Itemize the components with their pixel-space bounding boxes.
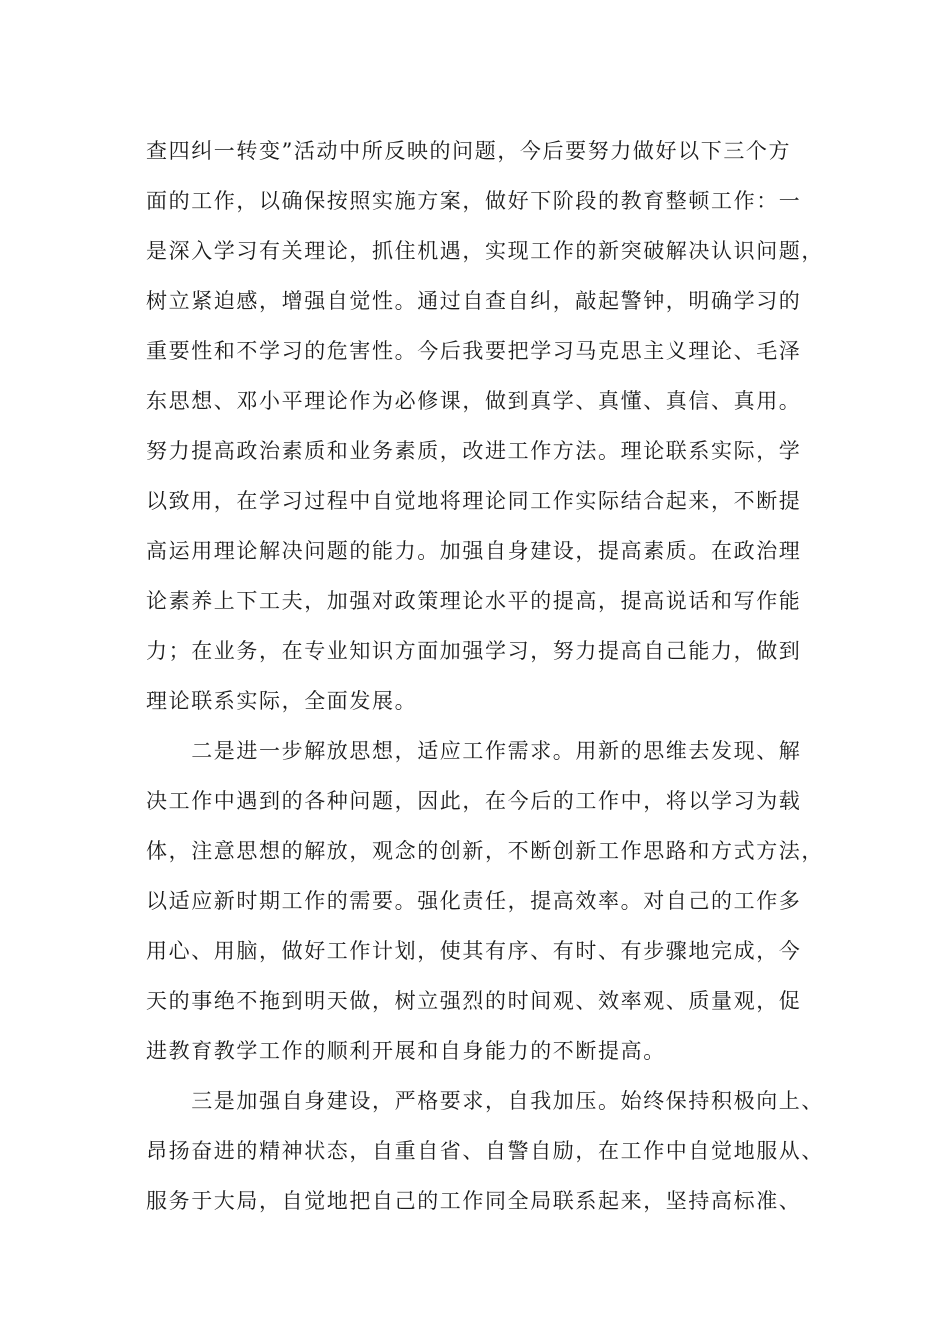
text-line: 面的工作，以确保按照实施方案，做好下阶段的教育整顿工作：一 [146, 189, 802, 213]
paragraph-two [146, 726, 826, 1076]
paragraph-three [146, 1076, 826, 1226]
text-line: 以致用，在学习过程中自觉地将理论同工作实际结合起来，不断提 [146, 489, 802, 513]
text-line: 是深入学习有关理论，抓住机遇，实现工作的新突破解决认识问题， [146, 239, 824, 263]
text-line: 论素养上下工夫，加强对政策理论水平的提高，提高说话和写作能 [146, 589, 802, 613]
text-line: 二是进一步解放思想，适应工作需求。用新的思维去发现、解 [146, 739, 802, 763]
text-line: 昂扬奋进的精神状态，自重自省、自警自励，在工作中自觉地服从、 [146, 1139, 824, 1163]
text-line: 树立紧迫感，增强自觉性。通过自查自纠，敲起警钟，明确学习的 [146, 289, 802, 313]
text-line: 重要性和不学习的危害性。今后我要把学习马克思主义理论、毛泽 [146, 339, 802, 363]
text-line: 用心、用脑，做好工作计划，使其有序、有时、有步骤地完成，今 [146, 939, 802, 963]
text-line: 服务于大局，自觉地把自己的工作同全局联系起来，坚持高标准、 [146, 1189, 802, 1213]
document-body [146, 126, 826, 1226]
text-line: 决工作中遇到的各种问题，因此，在今后的工作中，将以学习为载 [146, 789, 802, 813]
text-line: 以适应新时期工作的需要。强化责任，提高效率。对自己的工作多 [146, 889, 802, 913]
text-line: 理论联系实际，全面发展。 [146, 689, 418, 713]
paragraph-one [146, 126, 826, 726]
text-line: 体，注意思想的解放，观念的创新，不断创新工作思路和方式方法， [146, 839, 824, 863]
text-line: 天的事绝不拖到明天做，树立强烈的时间观、效率观、质量观，促 [146, 989, 802, 1013]
text-line: 东思想、邓小平理论作为必修课，做到真学、真懂、真信、真用。 [146, 389, 802, 413]
text-line: 高运用理论解决问题的能力。加强自身建设，提高素质。在政治理 [146, 539, 802, 563]
text-line: 查四纠一转变”活动中所反映的问题，今后要努力做好以下三个方 [146, 139, 792, 163]
text-line: 努力提高政治素质和业务素质，改进工作方法。理论联系实际，学 [146, 439, 802, 463]
text-line: 力；在业务，在专业知识方面加强学习，努力提高自己能力，做到 [146, 639, 802, 663]
text-line: 三是加强自身建设，严格要求，自我加压。始终保持积极向上、 [146, 1089, 824, 1113]
text-line: 进教育教学工作的顺利开展和自身能力的不断提高。 [146, 1039, 666, 1063]
